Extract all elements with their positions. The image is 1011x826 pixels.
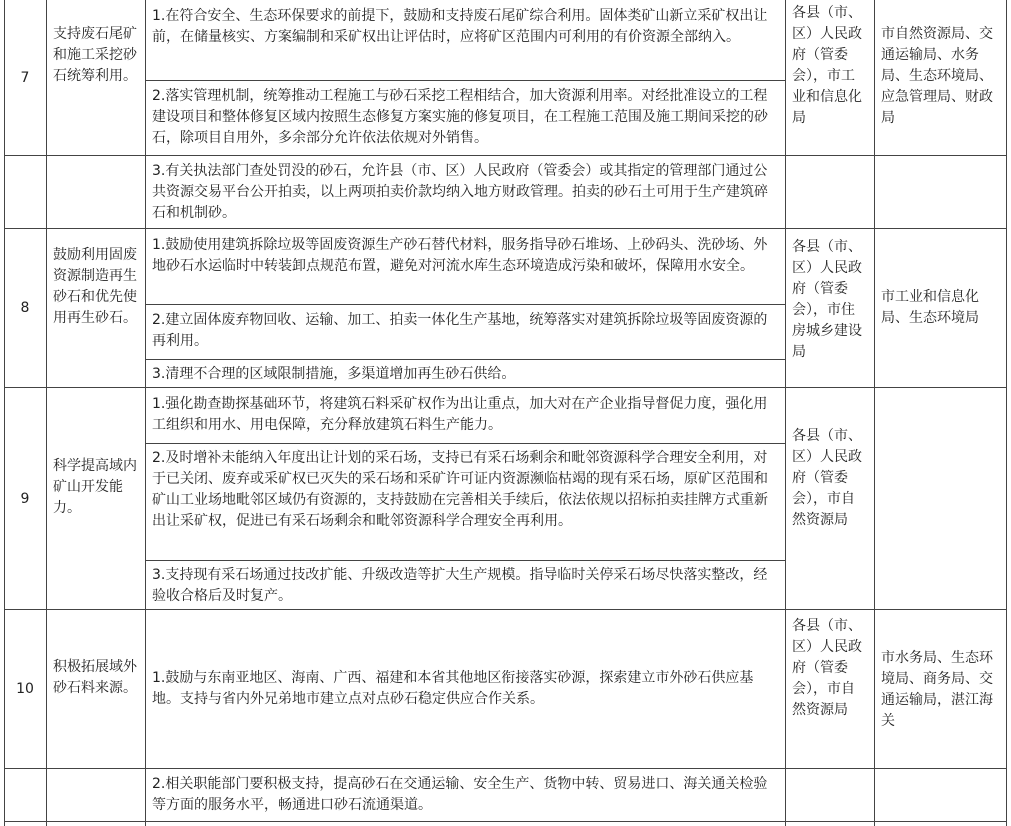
table-border (4, 228, 1007, 229)
table-border (146, 560, 785, 561)
measure-cell: 2.及时增补未能纳入年度出让计划的采石场，支持已有采石场剩余和毗邻资源科学合理安全利用，对于已关闭、废弃或采矿权已灭失的采石场和采矿许可证内资源濒临枯竭的现有采石场，原矿区范围和矿山工业场地毗邻区域仍有资源的，支持鼓励在完善相关手续后，依法依规以招标拍卖挂牌方式重新出让采矿权，促进已有采石场剩余和毗邻资源科学合理安全再利用。 (152, 450, 768, 529)
row-number: 7 (20, 69, 30, 86)
table-border (4, 155, 1007, 156)
measure-cell: 1.鼓励使用建筑拆除垃圾等固废资源生产砂石替代材料，服务指导砂石堆场、上砂码头、洗砂场、外地砂石水运临时中转装卸点规范布置，避免对河流水库生态环境造成污染和破坏，保障用水安全。 (152, 237, 768, 274)
table-border (146, 80, 785, 81)
lead-dept-cell: 各县（市、区）人民政府（管委会），市自然资源局 (792, 618, 862, 718)
table-border (4, 387, 1007, 388)
table-border (146, 359, 785, 360)
row-number: 10 (16, 681, 34, 697)
topic-cell: 鼓励利用固废资源制造再生砂石和优先使用再生砂石。 (53, 247, 137, 326)
lead-dept-cell: 各县（市、区）人民政府（管委会），市自然资源局 (792, 428, 862, 528)
table-border (1006, 0, 1007, 826)
topic-cell: 科学提高域内矿山开发能力。 (53, 458, 137, 516)
table-border (4, 609, 1007, 610)
support-dept-cell: 市自然资源局、交通运输局、水务局、生态环境局、应急管理局、财政局 (881, 26, 993, 126)
lead-dept-cell: 各县（市、区）人民政府（管委会），市工业和信息化局 (792, 5, 862, 126)
lead-dept-cell: 各县（市、区）人民政府（管委会），市住房城乡建设局 (792, 239, 862, 360)
table-border (4, 768, 1007, 769)
topic-cell: 支持废石尾矿和施工采挖砂石统筹利用。 (53, 26, 137, 84)
policy-table (4, 0, 1007, 826)
table-border (46, 0, 47, 826)
table-border (785, 0, 786, 826)
measure-cell: 2.建立固体废弃物回收、运输、加工、拍卖一体化生产基地，统筹落实对建筑拆除垃圾等固废资源的再利用。 (152, 312, 768, 349)
table-border (146, 443, 785, 444)
measure-cell: 2.相关职能部门要积极支持，提高砂石在交通运输、安全生产、货物中转、贸易进口、海关通关检验等方面的服务水平，畅通进口砂石流通渠道。 (152, 776, 768, 813)
support-dept-cell: 市水务局、生态环境局、商务局、交通运输局，湛江海关 (881, 650, 993, 729)
measure-cell: 3.支持现有采石场通过技改扩能、升级改造等扩大生产规模。指导临时关停采石场尽快落实整改，经验收合格后及时复产。 (152, 567, 768, 604)
table-border (4, 0, 5, 826)
table-border (874, 0, 875, 826)
measure-cell: 1.鼓励与东南亚地区、海南、广西、福建和本省其他地区衔接落实砂源，探索建立市外砂石供应基地。支持与省内外兄弟地市建立点对点砂石稳定供应合作关系。 (152, 670, 754, 707)
measure-cell: 1.在符合安全、生态环保要求的前提下，鼓励和支持废石尾矿综合利用。固体类矿山新立采矿权出让前，在储量核实、方案编制和采矿权出让评估时，应将矿区范围内可利用的有价资源全部纳入。 (152, 8, 768, 45)
table-border (146, 304, 785, 305)
table-border (4, 821, 1007, 822)
measure-cell: 3.清理不合理的区域限制措施，多渠道增加再生砂石供给。 (152, 366, 516, 382)
measure-cell: 3.有关执法部门查处罚没的砂石，允许县（市、区）人民政府（管委会）或其指定的管理部门通过公共资源交易平台公开拍卖，以上两项拍卖价款均纳入地方财政管理。拍卖的砂石土可用于生产建筑碎石和机制砂。 (152, 163, 768, 221)
measure-cell: 2.落实管理机制，统筹推动工程施工与砂石采挖工程相结合，加大资源利用率。对经批准设立的工程建设项目和整体修复区域内按照生态修复方案实施的修复项目，在工程施工范围及施工期间采挖的砂石，除项目自用外，多余部分允许依法依规对外销售。 (152, 88, 768, 146)
measure-cell: 1.强化勘查勘探基础环节，将建筑石料采矿权作为出让重点，加大对在产企业指导督促力度，强化用工组织和用水、用电保障，充分释放建筑石料生产能力。 (152, 396, 768, 433)
row-number: 9 (20, 490, 30, 507)
support-dept-cell (875, 388, 1007, 609)
support-dept-cell: 市工业和信息化局、生态环境局 (881, 289, 979, 326)
table-border (145, 0, 146, 826)
topic-cell: 积极拓展域外砂石料来源。 (53, 659, 137, 696)
row-number: 8 (20, 300, 30, 316)
